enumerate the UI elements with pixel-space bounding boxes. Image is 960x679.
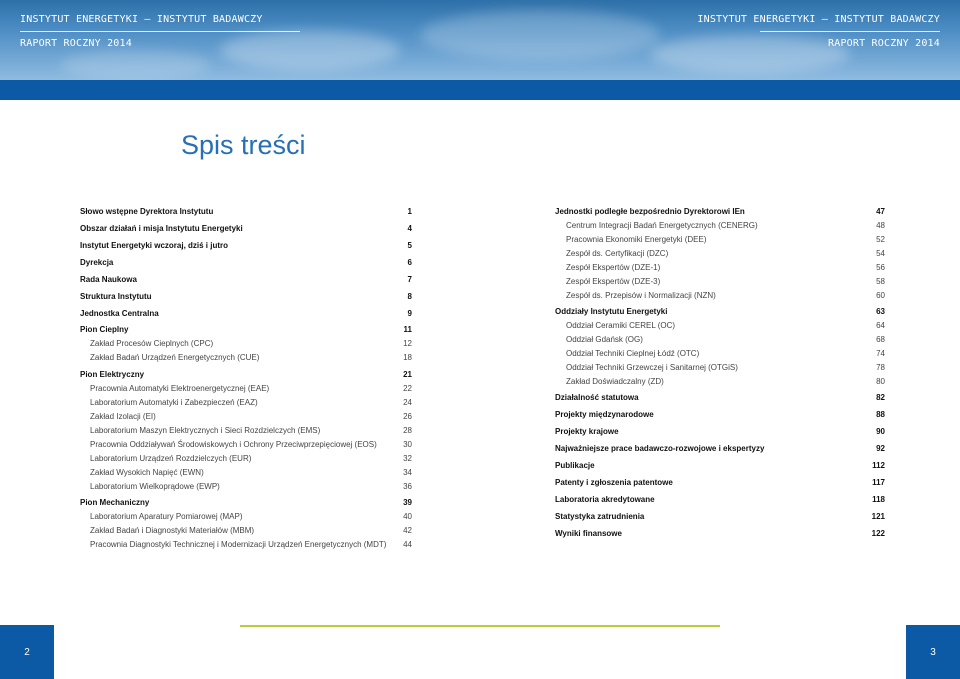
toc-entry-page: 4 [407, 224, 412, 233]
toc-entry[interactable] [80, 413, 412, 421]
toc-entry[interactable] [80, 499, 412, 507]
header-subtitle-left: RAPORT ROCZNY 2014 [20, 38, 132, 49]
toc-entry[interactable] [555, 428, 885, 436]
toc-entry[interactable] [80, 259, 412, 267]
toc-entry[interactable] [555, 479, 885, 487]
toc-entry[interactable] [80, 242, 412, 250]
toc-entry[interactable] [555, 278, 885, 286]
toc-entry-label: Publikacje [555, 461, 595, 470]
toc-entry-label: Projekty międzynarodowe [555, 410, 654, 419]
toc-entry-page: 28 [403, 426, 412, 435]
toc-entry[interactable] [555, 308, 885, 316]
toc-entry-label: Laboratorium Wielkoprądowe (EWP) [90, 482, 220, 491]
toc-entry-page: 60 [876, 291, 885, 300]
header-subtitle-right: RAPORT ROCZNY 2014 [828, 38, 940, 49]
toc-entry[interactable] [80, 340, 412, 348]
toc-entry-label: Pion Mechaniczny [80, 498, 150, 507]
toc-entry-label: Laboratorium Urządzeń Rozdzielczych (EUR) [90, 454, 252, 463]
toc-entry[interactable] [555, 322, 885, 330]
toc-entry-label: Struktura Instytutu [80, 292, 152, 301]
toc-entry[interactable] [555, 513, 885, 521]
toc-entry-label: Pracownia Oddziaływań Środowiskowych i Ochrony Przeciwprzepięciowej (EOS) [90, 440, 377, 449]
toc-entry-page: 11 [403, 325, 412, 334]
toc-entry[interactable] [555, 208, 885, 216]
toc-entry-label: Jednostka Centralna [80, 309, 159, 318]
toc-entry[interactable] [80, 469, 412, 477]
toc-entry-label: Zakład Badań i Diagnostyki Materiałów (MBM) [90, 526, 255, 535]
toc-entry-label: Zakład Wysokich Napięć (EWN) [90, 468, 204, 477]
toc-entry[interactable] [80, 455, 412, 463]
toc-entry[interactable] [80, 371, 412, 379]
toc-entry-page: 40 [403, 512, 412, 521]
toc-entry-page: 30 [403, 440, 412, 449]
toc-entry-page: 56 [876, 263, 885, 272]
toc-entry-label: Centrum Integracji Badań Energetycznych (CENERG) [566, 221, 758, 230]
toc-entry[interactable] [555, 445, 885, 453]
toc-entry-page: 112 [872, 461, 885, 470]
toc-entry-page: 80 [876, 377, 885, 386]
toc-entry-label: Najważniejsze prace badawczo-rozwojowe i ekspertyzy [555, 444, 765, 453]
sky-cloud [650, 35, 850, 73]
toc-entry[interactable] [80, 354, 412, 362]
toc-entry-page: 42 [403, 526, 412, 535]
header-band [0, 80, 960, 100]
page-header [0, 0, 960, 80]
toc-entry-page: 54 [876, 249, 885, 258]
toc-entry-label: Słowo wstępne Dyrektora Instytutu [80, 207, 214, 216]
toc-entry-page: 121 [871, 512, 885, 521]
footer-rule-left [240, 625, 480, 627]
toc-entry-page: 58 [876, 277, 885, 286]
toc-entry-label: Zakład Badań Urządzeń Energetycznych (CUE) [90, 353, 260, 362]
header-title-right: INSTYTUT ENERGETYKI – INSTYTUT BADAWCZY [697, 14, 940, 25]
toc-entry[interactable] [80, 208, 412, 216]
toc-entry[interactable] [80, 310, 412, 318]
page-number-right: 3 [906, 625, 960, 679]
toc-entry-label: Pracownia Automatyki Elektroenergetycznej (EAE) [90, 384, 270, 393]
toc-entry-page: 82 [876, 393, 885, 402]
toc-entry-page: 47 [876, 207, 885, 216]
toc-entry-label: Pion Elektryczny [80, 370, 145, 379]
toc-entry-label: Zespół Ekspertów (DZE-1) [566, 263, 661, 272]
toc-entry[interactable] [555, 264, 885, 272]
header-title-left: INSTYTUT ENERGETYKI – INSTYTUT BADAWCZY [20, 14, 263, 25]
toc-entry-page: 12 [403, 339, 412, 348]
toc-entry-page: 118 [872, 495, 885, 504]
toc-entry-page: 90 [876, 427, 885, 436]
toc-entry[interactable] [80, 399, 412, 407]
toc-entry-page: 63 [876, 307, 885, 316]
toc-entry-page: 78 [876, 363, 885, 372]
header-rule-right [760, 31, 940, 32]
toc-entry-label: Pracownia Diagnostyki Technicznej i Modernizacji Urządzeń Energetycznych (MDT) [90, 540, 387, 549]
toc-entry-label: Jednostki podległe bezpośrednio Dyrektorowi IEn [555, 207, 745, 216]
toc-entry-page: 1 [407, 207, 412, 216]
toc-entry-label: Zakład Izolacji (EI) [90, 412, 156, 421]
toc-entry[interactable] [80, 541, 412, 549]
toc-entry[interactable] [555, 378, 885, 386]
toc-entry-label: Laboratorium Maszyn Elektrycznych i Sieci Rozdzielczych (EMS) [90, 426, 321, 435]
toc-entry[interactable] [80, 441, 412, 449]
toc-entry-label: Laboratorium Aparatury Pomiarowej (MAP) [90, 512, 243, 521]
toc-entry-page: 18 [403, 353, 412, 362]
toc-entry-label: Projekty krajowe [555, 427, 619, 436]
header-rule-left [20, 31, 300, 32]
toc-entry-label: Oddział Techniki Grzewczej i Sanitarnej (OTGiS) [566, 363, 738, 372]
toc-entry-label: Pracownia Ekonomiki Energetyki (DEE) [566, 235, 707, 244]
toc-entry-page: 68 [876, 335, 885, 344]
toc-entry-page: 22 [403, 384, 412, 393]
sky-cloud [420, 10, 660, 60]
toc-entry-label: Statystyka zatrudnienia [555, 512, 645, 521]
toc-entry-label: Patenty i zgłoszenia patentowe [555, 478, 673, 487]
footer-rule-right [480, 625, 720, 627]
toc-entry-page: 7 [407, 275, 412, 284]
toc-entry-label: Oddział Ceramiki CEREL (OC) [566, 321, 676, 330]
toc-entry-label: Rada Naukowa [80, 275, 137, 284]
toc-entry-page: 74 [876, 349, 885, 358]
toc-entry-label: Zakład Doświadczalny (ZD) [566, 377, 664, 386]
toc-entry-page: 32 [403, 454, 412, 463]
toc-entry[interactable] [555, 364, 885, 372]
toc-entry-label: Oddział Techniki Cieplnej Łódź (OTC) [566, 349, 700, 358]
toc-entry-label: Laboratorium Automatyki i Zabezpieczeń (EAZ) [90, 398, 258, 407]
toc-entry-label: Zespół Ekspertów (DZE-3) [566, 277, 661, 286]
toc-entry-page: 8 [407, 292, 412, 301]
toc-entry[interactable] [80, 225, 412, 233]
toc-entry-page: 39 [403, 498, 412, 507]
toc-entry-label: Laboratoria akredytowane [555, 495, 655, 504]
toc-entry-label: Oddział Gdańsk (OG) [566, 335, 643, 344]
toc-entry-page: 21 [403, 370, 412, 379]
toc-entry[interactable] [555, 411, 885, 419]
toc-entry-label: Pion Cieplny [80, 325, 129, 334]
toc-entry[interactable] [80, 276, 412, 284]
toc-entry-page: 52 [876, 235, 885, 244]
toc-entry-page: 26 [403, 412, 412, 421]
toc-entry-label: Zakład Procesów Cieplnych (CPC) [90, 339, 214, 348]
toc-entry-label: Wyniki finansowe [555, 529, 622, 538]
toc-entry[interactable] [555, 336, 885, 344]
toc-entry-label: Dyrekcja [80, 258, 114, 267]
toc-entry-label: Działalność statutowa [555, 393, 639, 402]
toc-entry[interactable] [80, 483, 412, 491]
toc-entry[interactable] [555, 496, 885, 504]
toc-entry-page: 34 [403, 468, 412, 477]
toc-entry-page: 44 [403, 540, 412, 549]
page-number-left: 2 [0, 625, 54, 679]
toc-entry-page: 6 [407, 258, 412, 267]
toc-entry[interactable] [555, 462, 885, 470]
toc-entry-page: 64 [876, 321, 885, 330]
toc-entry[interactable] [555, 236, 885, 244]
toc-entry[interactable] [555, 250, 885, 258]
toc-entry[interactable] [80, 326, 412, 334]
toc-entry[interactable] [555, 350, 885, 358]
toc-entry-page: 122 [871, 529, 885, 538]
toc-entry[interactable] [80, 293, 412, 301]
sky-cloud [60, 50, 210, 80]
toc-entry[interactable] [80, 427, 412, 435]
toc-entry[interactable] [80, 513, 412, 521]
page-title: Spis treści [181, 130, 306, 160]
toc-entry-page: 24 [403, 398, 412, 407]
toc-entry-page: 5 [407, 241, 412, 250]
toc-entry[interactable] [555, 292, 885, 300]
toc-entry[interactable] [80, 527, 412, 535]
toc-entry-label: Obszar działań i misja Instytutu Energetyki [80, 224, 243, 233]
toc-entry-page: 117 [872, 478, 885, 487]
toc-entry[interactable] [555, 394, 885, 402]
toc-entry-label: Oddziały Instytutu Energetyki [555, 307, 668, 316]
toc-entry-label: Instytut Energetyki wczoraj, dziś i jutro [80, 241, 229, 250]
toc-entry[interactable] [555, 530, 885, 538]
toc-entry-page: 48 [876, 221, 885, 230]
toc-entry-label: Zespół ds. Certyfikacji (DZC) [566, 249, 669, 258]
toc-entry-page: 9 [407, 309, 412, 318]
toc-entry-page: 36 [403, 482, 412, 491]
toc-entry[interactable] [555, 222, 885, 230]
toc-entry-page: 92 [876, 444, 885, 453]
toc-entry-page: 88 [876, 410, 885, 419]
toc-entry[interactable] [80, 385, 412, 393]
toc-entry-label: Zespół ds. Przepisów i Normalizacji (NZN) [566, 291, 716, 300]
sky-cloud [220, 30, 400, 70]
